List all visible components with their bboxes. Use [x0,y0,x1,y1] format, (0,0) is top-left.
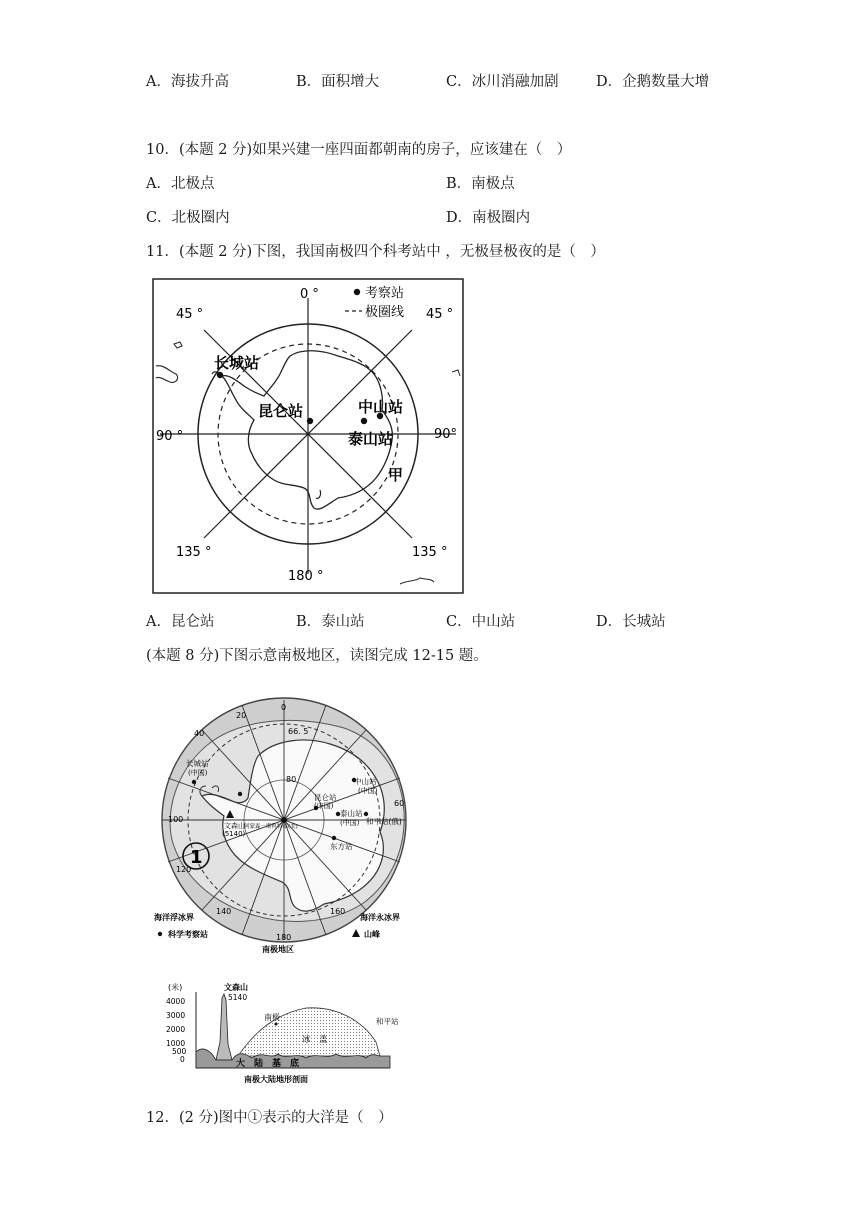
q10-option-a: A．北极点 [146,176,215,192]
tick-140: 140 [216,907,232,916]
wensen-height: (5140) [222,830,246,838]
tick-40: 40 [194,729,205,738]
tick-100: 100 [168,815,184,824]
legend-station-label: 科学考察站 [168,930,208,939]
south-pole-dot [281,817,287,823]
changcheng-label: 长城站 [186,759,209,768]
q11-option-b: B．泰山站 [296,614,365,630]
zhongshan-label: 中山站 [358,398,404,416]
deg-180-label: 180 ° [288,569,324,584]
profile-southpole-label: 南极 [264,1013,280,1022]
taishan-label: 泰山站 [340,809,363,818]
extra-station-dot [238,792,242,796]
antarctic-terrain-profile [166,980,399,1086]
q11-stem: 11．(本题 2 分)下图，我国南极四个科考站中 ，无极昼极夜的是（ ） [146,244,605,260]
legend-station-label: 考察站 [365,286,405,301]
legend-peak-icon [352,929,360,937]
legend-peak-label: 山峰 [364,930,380,939]
dongfang-dot [332,836,336,840]
jia-label: 甲 [388,466,404,484]
ytick-3000: 3000 [166,1011,186,1020]
profile-icecap-label: 冰 盖 [302,1035,328,1045]
profile-southpole-dot [275,1023,278,1026]
kunlun-station-dot [307,418,313,424]
tick-180: 180 [276,933,292,942]
legend-floe-label: 海洋浮冰界 [154,913,194,922]
zhongshan-country: (中国) [358,787,378,795]
q10-option-d: D．南极圈内 [446,210,531,226]
q10-option-b: B．南极点 [446,176,515,192]
tick-66: 66. 5 [288,727,309,736]
changcheng-country: (中国) [188,769,208,777]
ice-cap-area [238,1008,380,1056]
q10-option-c: C．北极圈内 [146,210,230,226]
wensen-label: 文森山 [224,822,245,830]
kunlun-country: (中国) [314,802,334,810]
profile-wensen-height: 5140 [228,993,248,1002]
q10-stem: 10．(本题 2 分)如果兴建一座四面都朝南的房子，应该建在（ ） [146,142,572,158]
kunlun-label: 昆仑站 [258,402,304,420]
q11-option-a: A．昆仑站 [146,614,215,630]
ytick-4000: 4000 [166,997,186,1006]
ytick-2000: 2000 [166,1025,186,1034]
deg-135-left-label: 135 ° [176,545,212,560]
map2-caption: 南极地区 [262,945,294,954]
ytick-1000: 1000 [166,1039,186,1048]
profile-unit: (米) [168,983,183,992]
profile-caption: 南极大陆地形剖面 [244,1075,308,1084]
deg-45-right-label: 45 ° [426,307,454,322]
tick-80: 80 [286,775,297,784]
marker-1-label: 1 [190,847,203,868]
zhongshan-label: 中山站 [354,777,377,786]
q9-option-b: B．面积增大 [296,74,380,90]
antarctic-stations-map [152,278,464,594]
changcheng-dot [192,780,196,784]
wensen-peak-shape [216,994,232,1060]
heping-dot [364,812,368,816]
legend-station-dot [354,289,360,295]
q9-option-a: A．海拔升高 [146,74,229,90]
taishan-label: 泰山站 [348,430,394,448]
south-polar-region-map [154,700,414,958]
kunlun-label: 昆仑站 [314,793,337,802]
group-stem: (本题 8 分)下图示意南极地区，读图完成 12-15 题。 [146,648,488,664]
tick-20: 20 [236,711,247,720]
profile-heping-label: 和平站 [376,1017,399,1026]
tick-120: 120 [176,865,192,874]
q9-option-c: C．冰川消融加剧 [446,74,559,90]
deg-90-left-label: 90 ° [156,429,184,444]
ytick-0: 0 [180,1055,185,1064]
tick-0: 0 [281,703,287,712]
legend-station-dot [158,932,162,936]
tick-160: 160 [330,907,346,916]
deg-0-label: 0 ° [300,287,319,302]
legend-circle-label: 极圈线 [365,305,405,320]
q12-stem: 12．(2 分)图中①表示的大洋是（ ） [146,1110,393,1126]
profile-base-label: 大 陆 基 底 [236,1059,300,1069]
q9-option-d: D．企鹅数量大增 [596,74,710,90]
changcheng-station-dot [217,372,223,378]
heping-label: 和平站(俄) [366,817,402,826]
q11-option-c: C．中山站 [446,614,516,630]
changcheng-label: 长城站 [214,354,260,372]
ytick-500: 500 [172,1047,187,1056]
taishan-country: (中国) [340,819,360,827]
profile-wensen-label: 文森山 [224,983,248,992]
taishan-station-dot [361,418,367,424]
tick-60: 60 [394,799,405,808]
deg-135-right-label: 135 ° [412,545,448,560]
amundsen-label: 阿蒙森－斯科特站(美) [244,824,298,830]
deg-45-left-label: 45 ° [176,307,204,322]
legend-permanent-label: 海洋永冰界 [360,913,400,922]
deg-90-right-label: 90° [434,427,458,442]
q11-option-d: D．长城站 [596,614,666,630]
dongfang-label: 东方站 [330,842,353,851]
